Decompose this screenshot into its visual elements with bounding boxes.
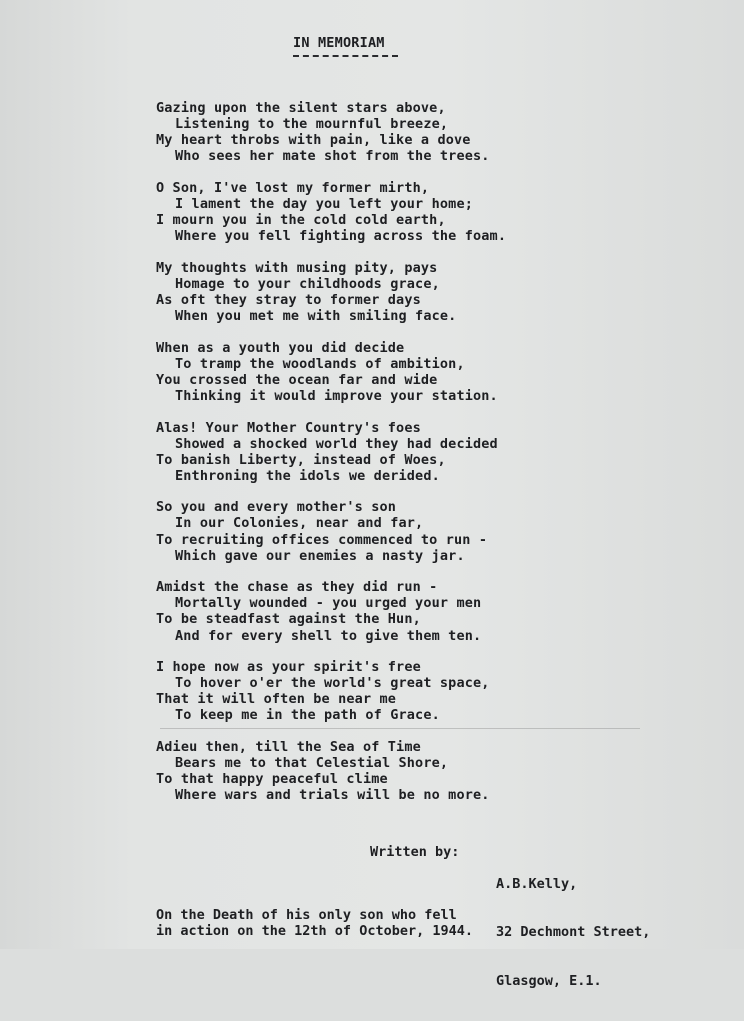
poem-line: Thinking it would improve your station.: [175, 387, 498, 404]
stanza-5: [156, 420, 506, 484]
poem-title: IN MEMORIAM: [293, 35, 385, 51]
poem-line: To that happy peaceful clime: [156, 771, 388, 788]
dedication-line-2: in action on the 12th of October, 1944.: [156, 923, 473, 940]
stanza-8: [156, 659, 506, 723]
stanza-2: [156, 180, 506, 244]
poem-line: In our Colonies, near and far,: [175, 515, 424, 532]
dedication: [156, 907, 473, 939]
poem-line: And for every shell to give them ten.: [175, 627, 482, 644]
stanza-6: [156, 499, 506, 563]
poem-line: That it will often be near me: [156, 691, 397, 708]
poem-line: Adieu then, till the Sea of Time: [156, 739, 421, 755]
poem-line: Amidst the chase as they did run -: [156, 579, 438, 596]
stanza-7: [156, 579, 506, 643]
poem-line: Where wars and trials will be no more.: [175, 787, 490, 804]
poem-line: Mortally wounded - you urged your men: [175, 595, 482, 612]
poem-line: Homage to your childhoods grace,: [175, 275, 440, 292]
poem-line: Alas! Your Mother Country's foes: [156, 419, 421, 436]
poem-line: When as a youth you did decide: [156, 339, 405, 356]
poem-line: When you met me with smiling face.: [175, 308, 457, 325]
author-address: [496, 844, 650, 1021]
poem-line: To keep me in the path of Grace.: [175, 707, 440, 724]
dedication-line-1: On the Death of his only son who fell: [156, 907, 457, 923]
poem-line: O Son, I've lost my former mirth,: [156, 179, 430, 196]
stanza-1: [156, 100, 506, 164]
poem-line: I lament the day you left your home;: [175, 195, 473, 212]
poem-line: I mourn you in the cold cold earth,: [156, 212, 446, 229]
poem-line: I hope now as your spirit's free: [156, 659, 421, 676]
poem-body: [156, 100, 506, 819]
stanza-4: [156, 340, 506, 404]
poem-line: You crossed the ocean far and wide: [156, 371, 438, 388]
stanza-3: [156, 260, 506, 324]
poem-line: Listening to the mournful breeze,: [175, 116, 449, 133]
author-street: 32 Dechmont Street,: [496, 924, 651, 941]
poem-line: Which gave our enemies a nasty jar.: [175, 547, 465, 564]
poem-line: So you and every mother's son: [156, 499, 397, 516]
poem-line: As oft they stray to former days: [156, 291, 421, 308]
signature-label: Written by:: [370, 844, 460, 860]
poem-line: Showed a shocked world they had decided: [175, 435, 498, 452]
author-name: A.B.Kelly,: [496, 876, 578, 893]
poem-line: To recruiting offices commenced to run -: [156, 531, 488, 548]
author-city: Glasgow, E.1.: [496, 972, 602, 989]
poem-line: Who sees her mate shot from the trees.: [175, 148, 490, 165]
title-underline: [293, 55, 398, 57]
poem-line: To tramp the woodlands of ambition,: [175, 355, 465, 372]
poem-line: Where you fell fighting across the foam.: [175, 228, 507, 245]
poem-line: Gazing upon the silent stars above,: [156, 100, 446, 116]
stanza-9: [156, 739, 506, 803]
poem-line: To hover o'er the world's great space,: [175, 675, 490, 692]
poem-line: Enthroning the idols we derided.: [175, 467, 440, 484]
poem-line: Bears me to that Celestial Shore,: [175, 755, 449, 772]
poem-line: My thoughts with musing pity, pays: [156, 259, 438, 276]
poem-line: To be steadfast against the Hun,: [156, 611, 421, 628]
poem-line: To banish Liberty, instead of Woes,: [156, 451, 446, 468]
poem-line: My heart throbs with pain, like a dove: [156, 132, 471, 149]
